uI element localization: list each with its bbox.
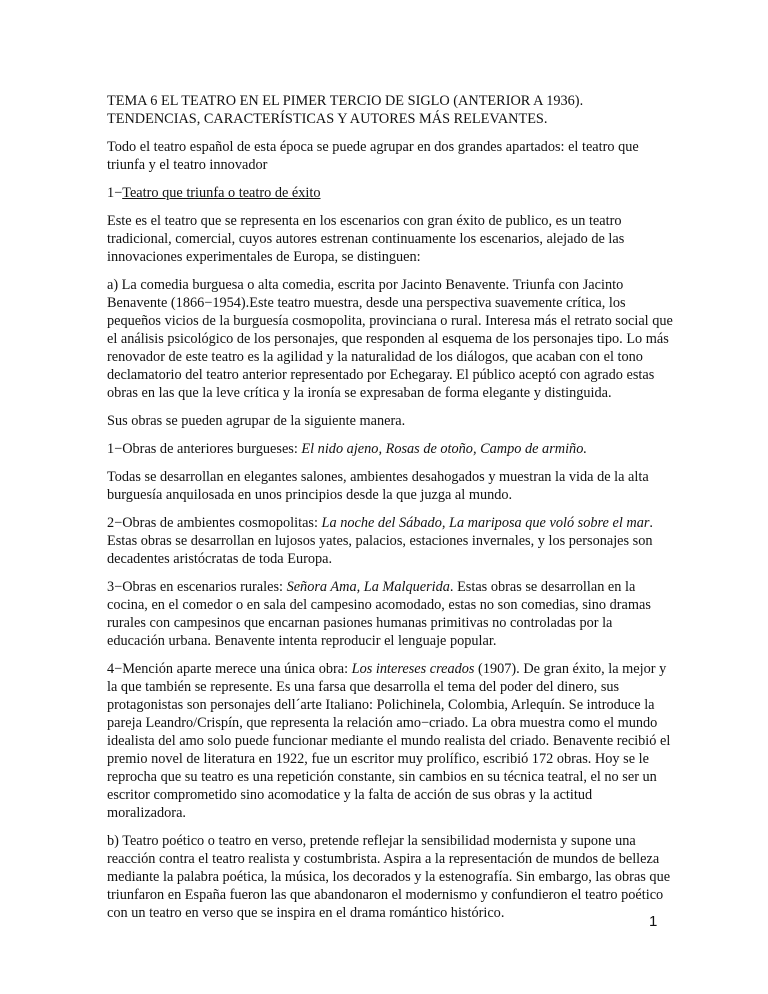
- grupo1-paragraph: [107, 440, 673, 458]
- poetico-paragraph: b) Teatro poético o teatro en verso, pretende reflejar la sensibilidad modernista y supone una reacción contra el teatro realista y costumbrista. Aspira a la representación de mundos de belleza mediante la palabra poética, la música, los decorados y la estenografía. Sin embargo, las obras que triunfaron en España fueron las que abandonaron el modernismo y confundieron el teatro poético con un teatro en verso que se inspira en el drama romántico histórico.: [107, 833, 671, 921]
- grupo1-description: Todas se desarrollan en elegantes salones, ambientes desahogados y muestran la vida de la alta burguesía anquilosada en unos principios desde la que juzga al mundo.: [107, 469, 649, 503]
- grupo2-label: 2−Obras de ambientes cosmopolitas:: [107, 515, 322, 531]
- agrupar-paragraph: Sus obras se pueden agrupar de la siguiente manera.: [107, 413, 406, 429]
- grupo1-label: 1−Obras de anteriores burgueses:: [107, 441, 302, 457]
- grupo3-text: . Estas obras se desarrollan en la cocina, en el comedor o en sala del campesino acomodado, estas no son comedias, sino dramas rurales con campesinos que encarnan pasiones humanas primitivas no controladas por la educación urbana. Benavente intenta reproducir el lenguaje popular.: [107, 579, 651, 649]
- section-heading-text: Teatro que triunfa o teatro de éxito: [122, 185, 321, 201]
- grupo1-works: El nido ajeno, Rosas de otoño, Campo de armiño.: [301, 441, 587, 457]
- page-number: 1: [649, 913, 658, 930]
- grupo4-label: 4−Mención aparte merece una única obra:: [107, 661, 352, 677]
- section-heading: [107, 184, 673, 202]
- grupo3-label: 3−Obras en escenarios rurales:: [107, 579, 287, 595]
- grupo3-paragraph: [107, 578, 673, 650]
- intro-paragraph: Todo el teatro español de esta época se puede agrupar en dos grandes apartados: el teatro que triunfa y el teatro innovador: [107, 139, 639, 173]
- document-title: TEMA 6 EL TEATRO EN EL PIMER TERCIO DE SIGLO (ANTERIOR A 1936). TENDENCIAS, CARACTERÍSTICAS Y AUTORES MÁS RELEVANTES.: [107, 93, 584, 127]
- comedia-paragraph: a) La comedia burguesa o alta comedia, escrita por Jacinto Benavente. Triunfa con Jacinto Benavente (1866−1954).Este teatro muestra, desde una perspectiva suavemente crítica, los pequeños vicios de la burguesía cosmopolita, provinciana o rural. Interesa más el retrato social que el análisis psicológico de los personajes, que responden al esquema de los personajes tipo. Lo más renovador de este teatro es la agilidad y la naturalidad de los diálogos, que acaban con el tono declamatorio del teatro anterior representado por Echegaray. El público aceptó con agrado estas obras en las que la leve crítica y la ironía se expresaban de forma elegante y distinguida.: [107, 277, 673, 401]
- grupo2-text: . Estas obras se desarrollan en lujosos yates, palacios, estaciones invernales, y los personajes son decadentes aristócratas de toda Europa.: [107, 515, 653, 567]
- section-intro-paragraph: Este es el teatro que se representa en los escenarios con gran éxito de publico, es un teatro tradicional, comercial, cuyos autores estrenan continuamente los escenarios, alejado de las innovaciones experimentales de Europa, se distinguen:: [107, 213, 625, 265]
- grupo4-paragraph: [107, 660, 673, 822]
- grupo2-works: La noche del Sábado, La mariposa que voló sobre el mar: [321, 515, 650, 531]
- section-number: 1−: [107, 185, 123, 201]
- document-page: [107, 92, 673, 932]
- grupo3-works: Señora Ama, La Malquerida: [286, 579, 450, 595]
- grupo2-paragraph: [107, 514, 673, 568]
- grupo4-text: (1907). De gran éxito, la mejor y la que también se represente. Es una farsa que desarrolla el tema del poder del dinero, sus protagonistas son personajes dell´arte Italiano: Polichinela, Colombia, Arlequín. Se introduce la pareja Leandro/Crispín, que representa la relación amo−criado. La obra muestra como el mundo idealista del amo solo puede funcionar mediante el mundo realista del criado. Benavente recibió el premio novel de literatura en 1922, fue un escritor muy prolífico, escribió 172 obras. Hoy se le reprocha que su teatro es una repetición constante, sin cambios en su técnica teatral, el no ser un escritor comprometido sino acomodatice y la falta de acción de sus obras y la actitud moralizadora.: [107, 661, 671, 821]
- grupo4-works: Los intereses creados: [351, 661, 475, 677]
